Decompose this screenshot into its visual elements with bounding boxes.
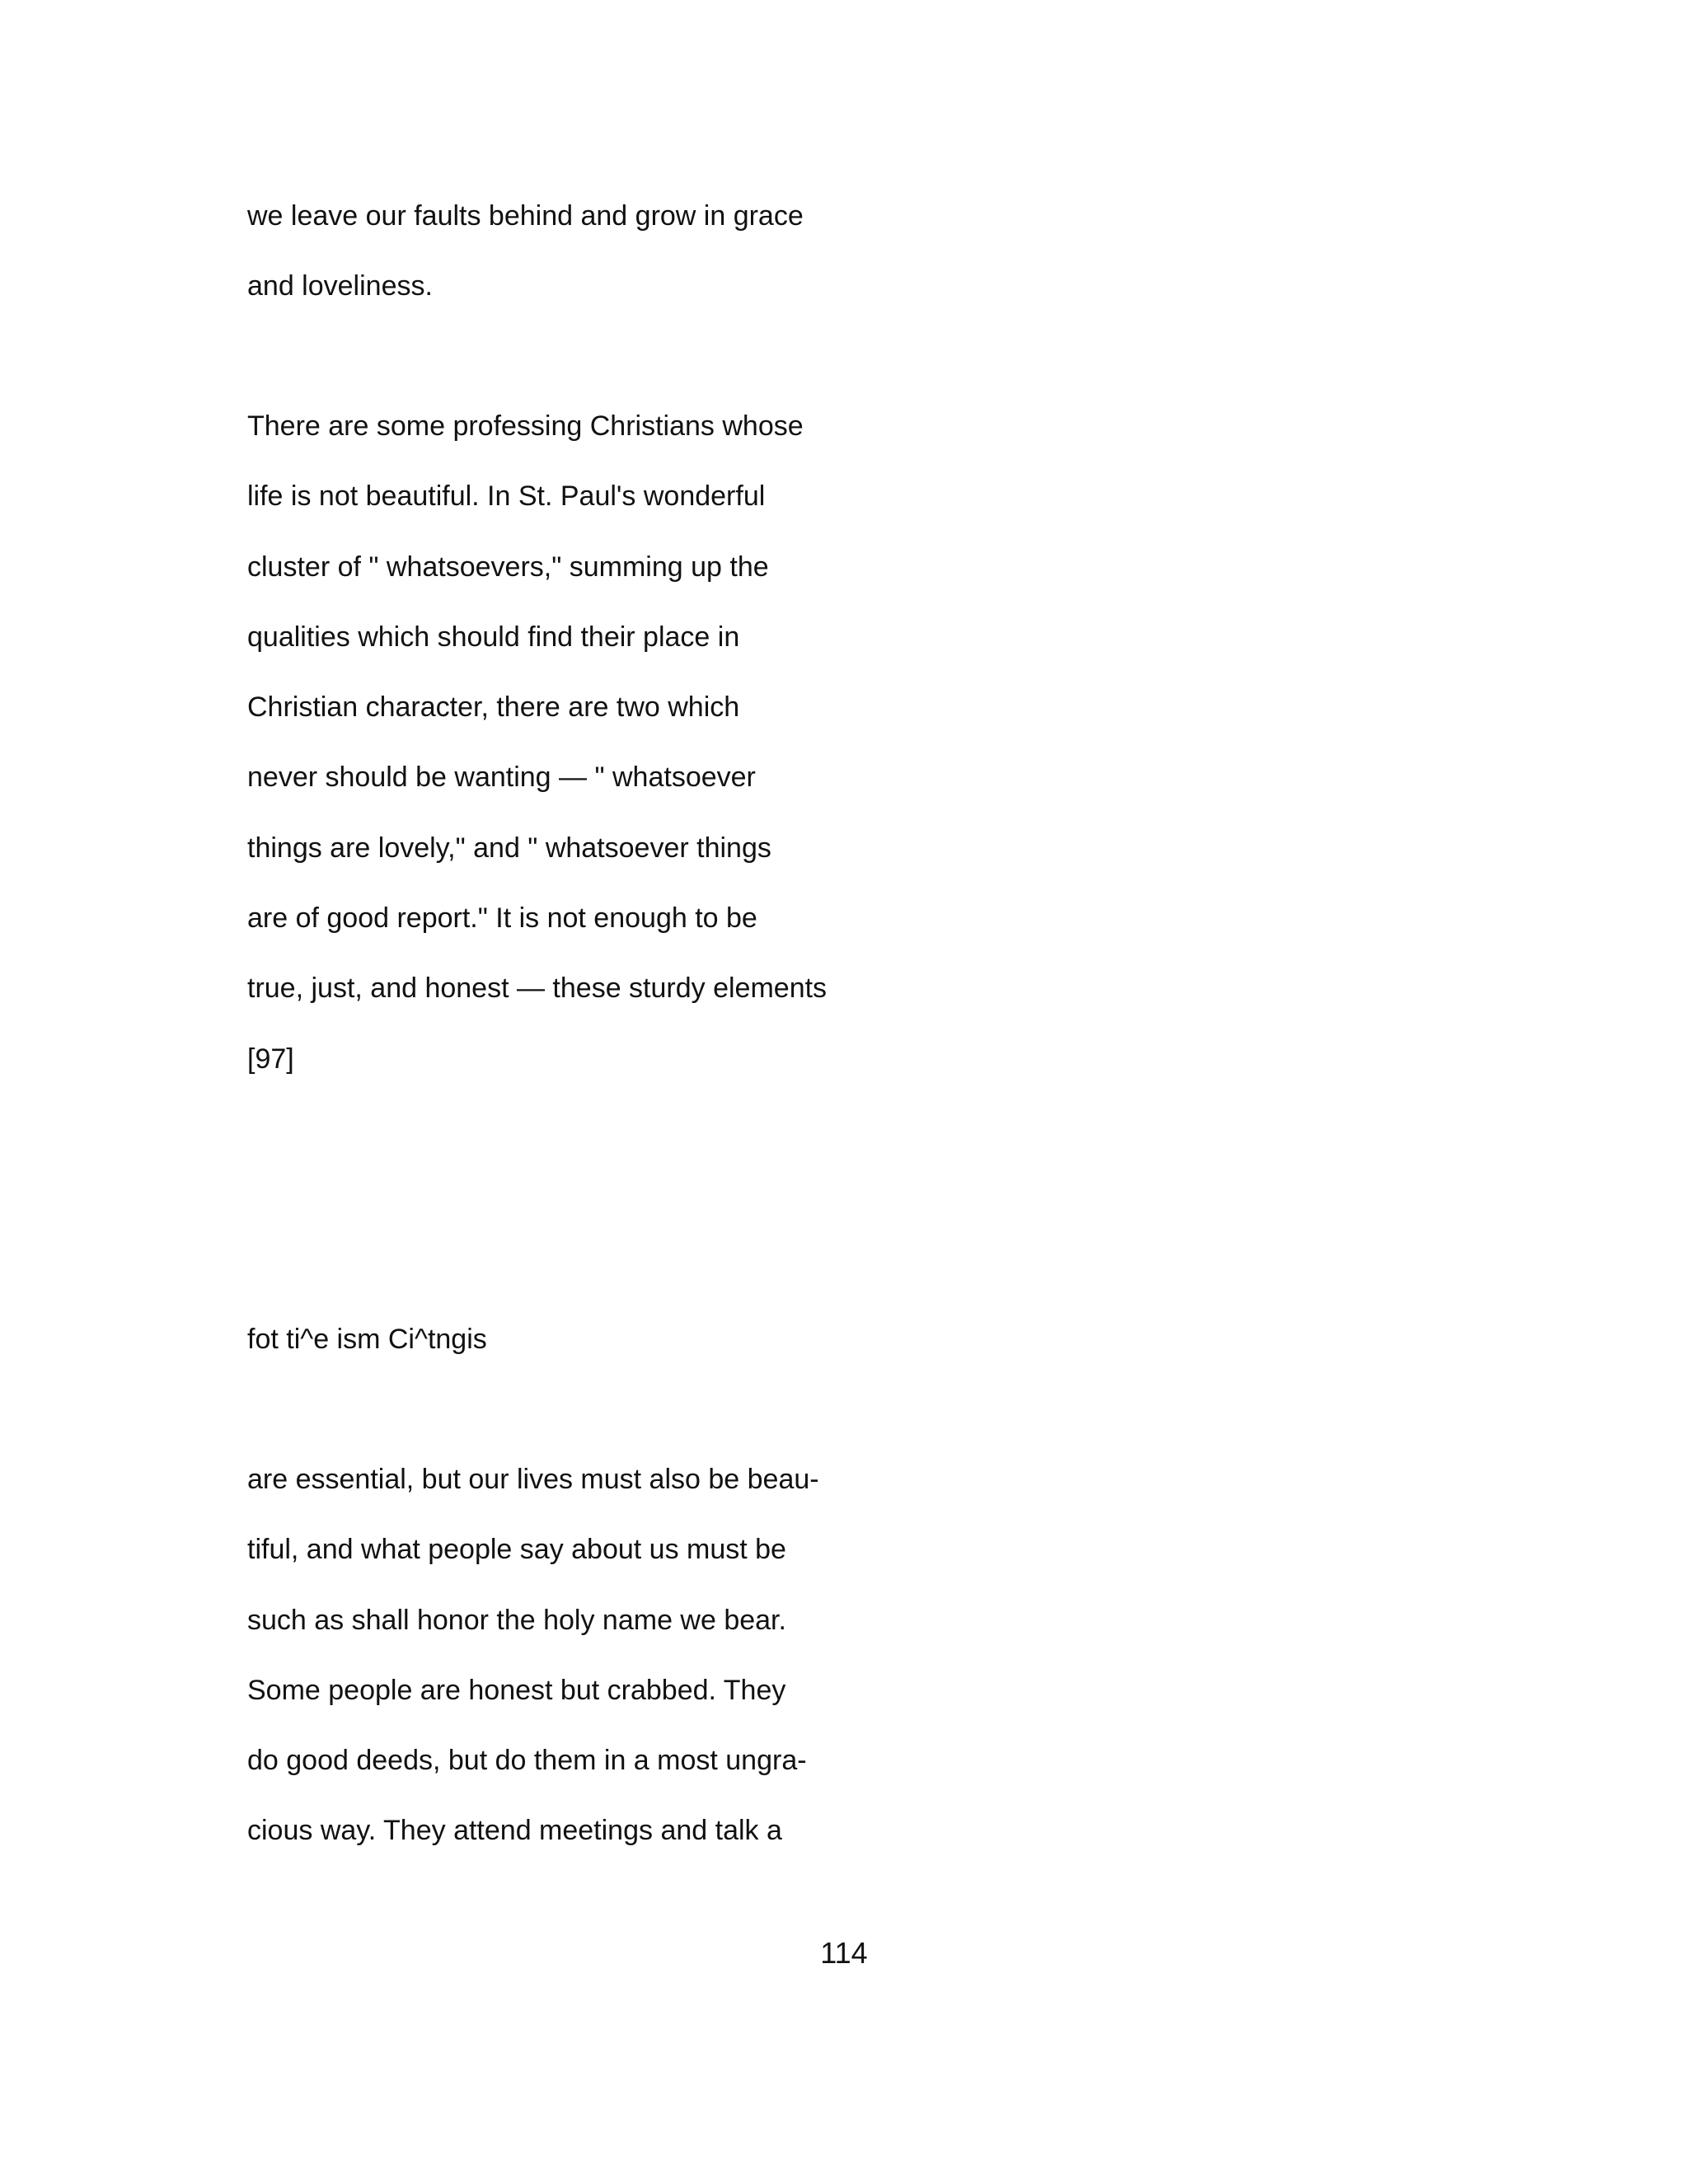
text-line: qualities which should find their place in (247, 621, 740, 653)
text-line: and loveliness. (247, 270, 433, 302)
text-line: do good deeds, but do them in a most ungra- (247, 1745, 807, 1777)
text-line: Some people are honest but crabbed. They (247, 1674, 786, 1706)
text-line: such as shall honor the holy name we bear. (247, 1604, 786, 1636)
page-number: 114 (820, 1936, 868, 1970)
running-header-text: fot ti^e ism Ci^tngis (247, 1324, 487, 1355)
paragraph-continued (247, 1445, 1319, 1867)
text-line: are essential, but our lives must also be beau- (247, 1464, 819, 1495)
paragraph-body (247, 391, 1319, 1094)
paragraph-continuation (247, 181, 1319, 322)
text-line: life is not beautiful. In St. Paul's wonderful (247, 480, 766, 513)
text-line: tiful, and what people say about us must be (247, 1534, 786, 1566)
text-line: never should be wanting — " whatsoever (247, 762, 756, 794)
original-page-marker: [97] (247, 1043, 294, 1075)
text-line: we leave our faults behind and grow in grace (247, 200, 804, 232)
text-line: There are some professing Christians whose (247, 410, 804, 442)
text-line: things are lovely," and " whatsoever things (247, 832, 771, 864)
text-line: true, just, and honest — these sturdy elements (247, 972, 828, 1005)
text-line: cious way. They attend meetings and talk a (247, 1815, 782, 1847)
text-line: cluster of " whatsoevers," summing up the (247, 551, 769, 583)
text-line: Christian character, there are two which (247, 691, 740, 724)
text-line: are of good report." It is not enough to be (247, 902, 757, 935)
running-header (247, 1305, 1319, 1375)
